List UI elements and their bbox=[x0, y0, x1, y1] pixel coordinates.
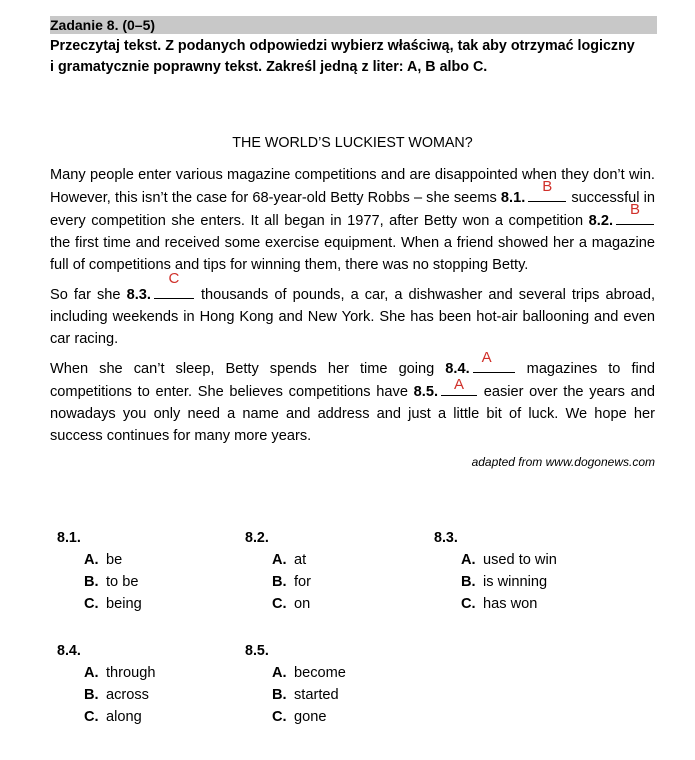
question-8-5 bbox=[245, 642, 425, 732]
handwritten-answer-8-5: A bbox=[453, 376, 464, 393]
task-instructions bbox=[50, 36, 660, 78]
gap-label-8-3: 8.3. bbox=[126, 287, 151, 303]
article-paragraph-3 bbox=[50, 349, 656, 447]
question-number: 8.5. bbox=[245, 643, 269, 659]
question-8-2 bbox=[245, 529, 425, 619]
task-header: Zadanie 8. (0–5) bbox=[50, 17, 156, 33]
paragraph-text: magazines to find competitions to enter. She believes competitions have bbox=[50, 361, 655, 400]
option-text: through bbox=[106, 665, 156, 681]
option-a[interactable] bbox=[84, 664, 156, 682]
option-a[interactable] bbox=[84, 551, 122, 569]
option-a[interactable] bbox=[272, 551, 306, 569]
option-text: has won bbox=[483, 596, 538, 612]
option-text: started bbox=[294, 687, 339, 703]
instructions-line-1: Przeczytaj tekst. Z podanych odpowiedzi wybierz właściwą, tak aby otrzymać logiczny bbox=[50, 38, 635, 54]
option-b[interactable] bbox=[272, 686, 339, 704]
gap-label-8-2: 8.2. bbox=[588, 213, 613, 229]
instructions-line-2: i gramatycznie poprawny tekst. Zakreśl jedną z liter: A, B albo C. bbox=[50, 59, 488, 75]
option-b[interactable] bbox=[84, 686, 149, 704]
option-a[interactable] bbox=[461, 551, 557, 569]
handwritten-answer-8-3: C bbox=[168, 270, 180, 287]
gap-8-4[interactable] bbox=[473, 349, 515, 373]
option-text: to be bbox=[106, 574, 139, 590]
option-letter: A. bbox=[84, 552, 99, 568]
option-text: be bbox=[106, 552, 123, 568]
option-text: is winning bbox=[483, 574, 548, 590]
option-a[interactable] bbox=[272, 664, 346, 682]
paragraph-text: successful in every competition she enters. It all began in 1977, after Betty won a competition bbox=[50, 190, 655, 229]
option-letter: C. bbox=[84, 709, 99, 725]
option-text: gone bbox=[294, 709, 327, 725]
gap-label-8-5: 8.5. bbox=[413, 384, 438, 400]
paragraph-text: easier over the years and nowadays you only need a name and address and just a little bit of luck. We hope her success continues for many more years. bbox=[50, 384, 656, 444]
paragraph-text: So far she bbox=[50, 287, 127, 303]
question-8-1 bbox=[57, 529, 237, 619]
gap-8-2[interactable] bbox=[616, 201, 654, 225]
option-letter: B. bbox=[272, 574, 287, 590]
option-text: being bbox=[106, 596, 142, 612]
gap-8-1[interactable] bbox=[528, 178, 566, 202]
option-letter: A. bbox=[272, 552, 287, 568]
option-letter: A. bbox=[461, 552, 476, 568]
question-number: 8.3. bbox=[434, 530, 458, 546]
option-c[interactable] bbox=[84, 595, 142, 613]
handwritten-answer-8-2: B bbox=[629, 201, 640, 218]
question-8-4 bbox=[57, 642, 237, 732]
option-letter: C. bbox=[272, 709, 287, 725]
option-letter: C. bbox=[272, 596, 287, 612]
question-number: 8.4. bbox=[57, 643, 81, 659]
paragraph-text: the first time and received some exercise equipment. When a friend showed her a magazine full of competitions and tips for winning them, there was no stopping Betty. bbox=[50, 235, 655, 273]
article-source: adapted from www.dogonews.com bbox=[471, 455, 655, 469]
option-b[interactable] bbox=[84, 573, 138, 591]
option-b[interactable] bbox=[272, 573, 311, 591]
option-c[interactable] bbox=[272, 708, 326, 726]
handwritten-answer-8-1: B bbox=[542, 178, 553, 195]
paragraph-text: thousands of pounds, a car, a dishwasher and several trips abroad, including weekends in Hong Kong and New York. She has been hot-air ballooning and even car racing. bbox=[50, 287, 655, 347]
article-title: THE WORLD’S LUCKIEST WOMAN? bbox=[232, 135, 473, 151]
paragraph-text: When she can’t sleep, Betty spends her time going bbox=[50, 361, 446, 377]
option-text: used to win bbox=[483, 552, 557, 568]
gap-8-3[interactable] bbox=[154, 270, 194, 299]
article-paragraph-1 bbox=[50, 164, 655, 276]
question-8-3 bbox=[434, 529, 614, 619]
option-b[interactable] bbox=[461, 573, 547, 591]
option-letter: B. bbox=[84, 687, 99, 703]
handwritten-answer-8-4: A bbox=[481, 349, 492, 366]
gap-8-5[interactable] bbox=[441, 376, 477, 396]
gap-label-8-1: 8.1. bbox=[500, 190, 526, 206]
option-text: along bbox=[106, 709, 142, 725]
paragraph-text: Many people enter various magazine competitions and are disappointed when they don’t win. However, this isn’t the case for 68-year-old Betty Robbs – she seems bbox=[50, 167, 655, 206]
option-text: across bbox=[106, 687, 149, 703]
option-letter: A. bbox=[84, 665, 99, 681]
option-text: at bbox=[294, 552, 307, 568]
option-letter: C. bbox=[84, 596, 99, 612]
option-text: become bbox=[294, 665, 346, 681]
task-header-bar bbox=[50, 16, 657, 34]
option-c[interactable] bbox=[272, 595, 310, 613]
option-text: for bbox=[294, 574, 312, 590]
option-letter: C. bbox=[461, 596, 476, 612]
article-paragraph-2 bbox=[50, 270, 655, 350]
option-c[interactable] bbox=[84, 708, 142, 726]
question-number: 8.2. bbox=[245, 530, 269, 546]
option-letter: B. bbox=[84, 574, 99, 590]
gap-label-8-4: 8.4. bbox=[445, 361, 470, 377]
option-letter: A. bbox=[272, 665, 287, 681]
option-text: on bbox=[294, 596, 311, 612]
option-letter: B. bbox=[461, 574, 476, 590]
option-letter: B. bbox=[272, 687, 287, 703]
option-c[interactable] bbox=[461, 595, 537, 613]
question-number: 8.1. bbox=[57, 530, 81, 546]
